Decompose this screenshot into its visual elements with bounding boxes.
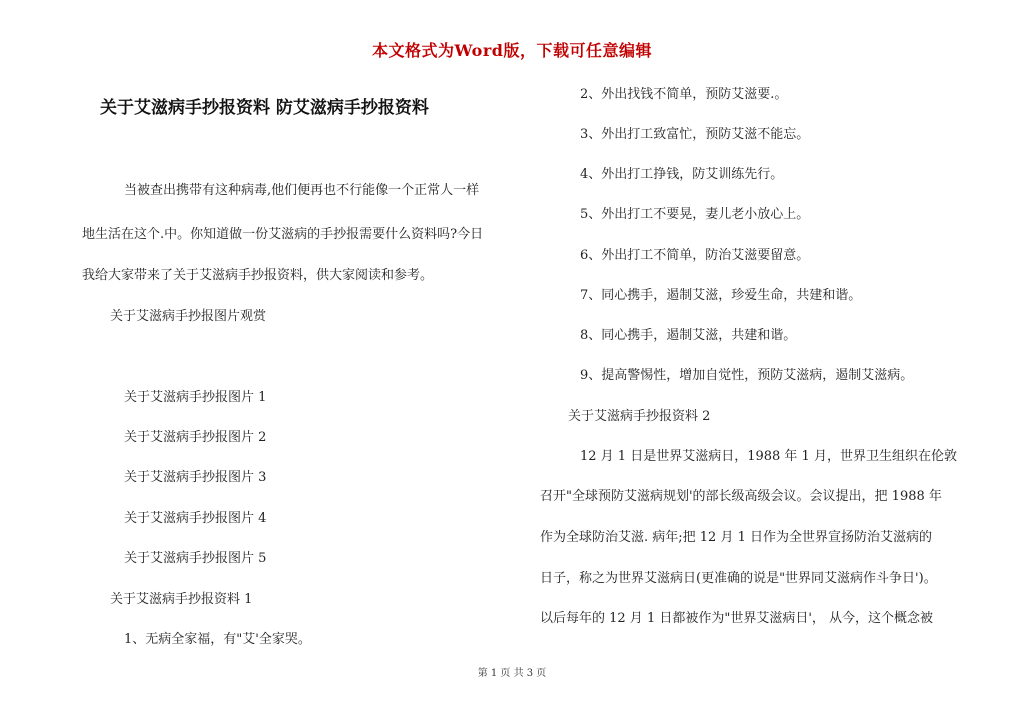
- section-heading: 关于艾滋病手抄报图片观赏: [110, 309, 267, 324]
- list-item: 6、外出打工不简单，防治艾滋要留意。: [580, 248, 810, 263]
- list-item: 3、外出打工致富忙，预防艾滋不能忘。: [580, 127, 810, 142]
- list-item: 1、无病全家福，有"艾'全家哭。: [124, 632, 311, 647]
- paragraph-line: 地生活在这个.中。你知道做一份艾滋病的手抄报需要什么资料吗?今日: [82, 227, 484, 242]
- list-item: 9、提高警惕性，增加自觉性，预防艾滋病，遏制艾滋病。: [580, 368, 914, 383]
- paragraph-line: 以后每年的 12 月 1 日都被作为"世界艾滋病日'， 从今，这个概念被: [540, 611, 934, 626]
- paragraph-line: 我给大家带来了关于艾滋病手抄报资料，供大家阅读和参考。: [82, 268, 434, 283]
- paragraph-line: 作为全球防治艾滋. 病年;把 12 月 1 日作为全世界宣扬防治艾滋病的: [540, 530, 932, 545]
- paragraph-line: 12 月 1 日是世界艾滋病日，1988 年 1 月，世界卫生组织在伦敦: [580, 449, 957, 464]
- list-item: 关于艾滋病手抄报图片 1: [124, 390, 267, 405]
- paragraph-line: 当被查出携带有这种病毒,他们便再也不行能像一个正常人一样: [124, 183, 480, 198]
- paragraph-line: 召开"全球预防艾滋病规划'的部长级高级会议。会议提出，把 1988 年: [540, 489, 942, 504]
- list-item: 关于艾滋病手抄报图片 2: [124, 430, 267, 445]
- section-heading: 关于艾滋病手抄报资料 2: [568, 409, 711, 424]
- list-item: 5、外出打工不要晃，妻儿老小放心上。: [580, 207, 810, 222]
- list-item: 7、同心携手，遏制艾滋，珍爱生命，共建和谐。: [580, 288, 862, 303]
- list-item: 8、同心携手，遏制艾滋，共建和谐。: [580, 328, 797, 343]
- section-heading: 关于艾滋病手抄报资料 1: [110, 592, 253, 607]
- list-item: 2、外出找钱不简单，预防艾滋要.。: [580, 87, 788, 102]
- page-number-footer: 第 1 页 共 3 页: [477, 668, 547, 679]
- list-item: 关于艾滋病手抄报图片 5: [124, 551, 267, 566]
- paragraph-line: 日子，称之为世界艾滋病日(更准确的说是"世界同艾滋病作斗争日')。: [540, 571, 937, 586]
- list-item: 关于艾滋病手抄报图片 3: [124, 470, 267, 485]
- download-banner: 本文格式为Word版，下载可任意编辑: [372, 41, 652, 60]
- document-title: 关于艾滋病手抄报资料 防艾滋病手抄报资料: [100, 98, 429, 118]
- list-item: 4、外出打工挣钱，防艾训练先行。: [580, 167, 784, 182]
- list-item: 关于艾滋病手抄报图片 4: [124, 511, 267, 526]
